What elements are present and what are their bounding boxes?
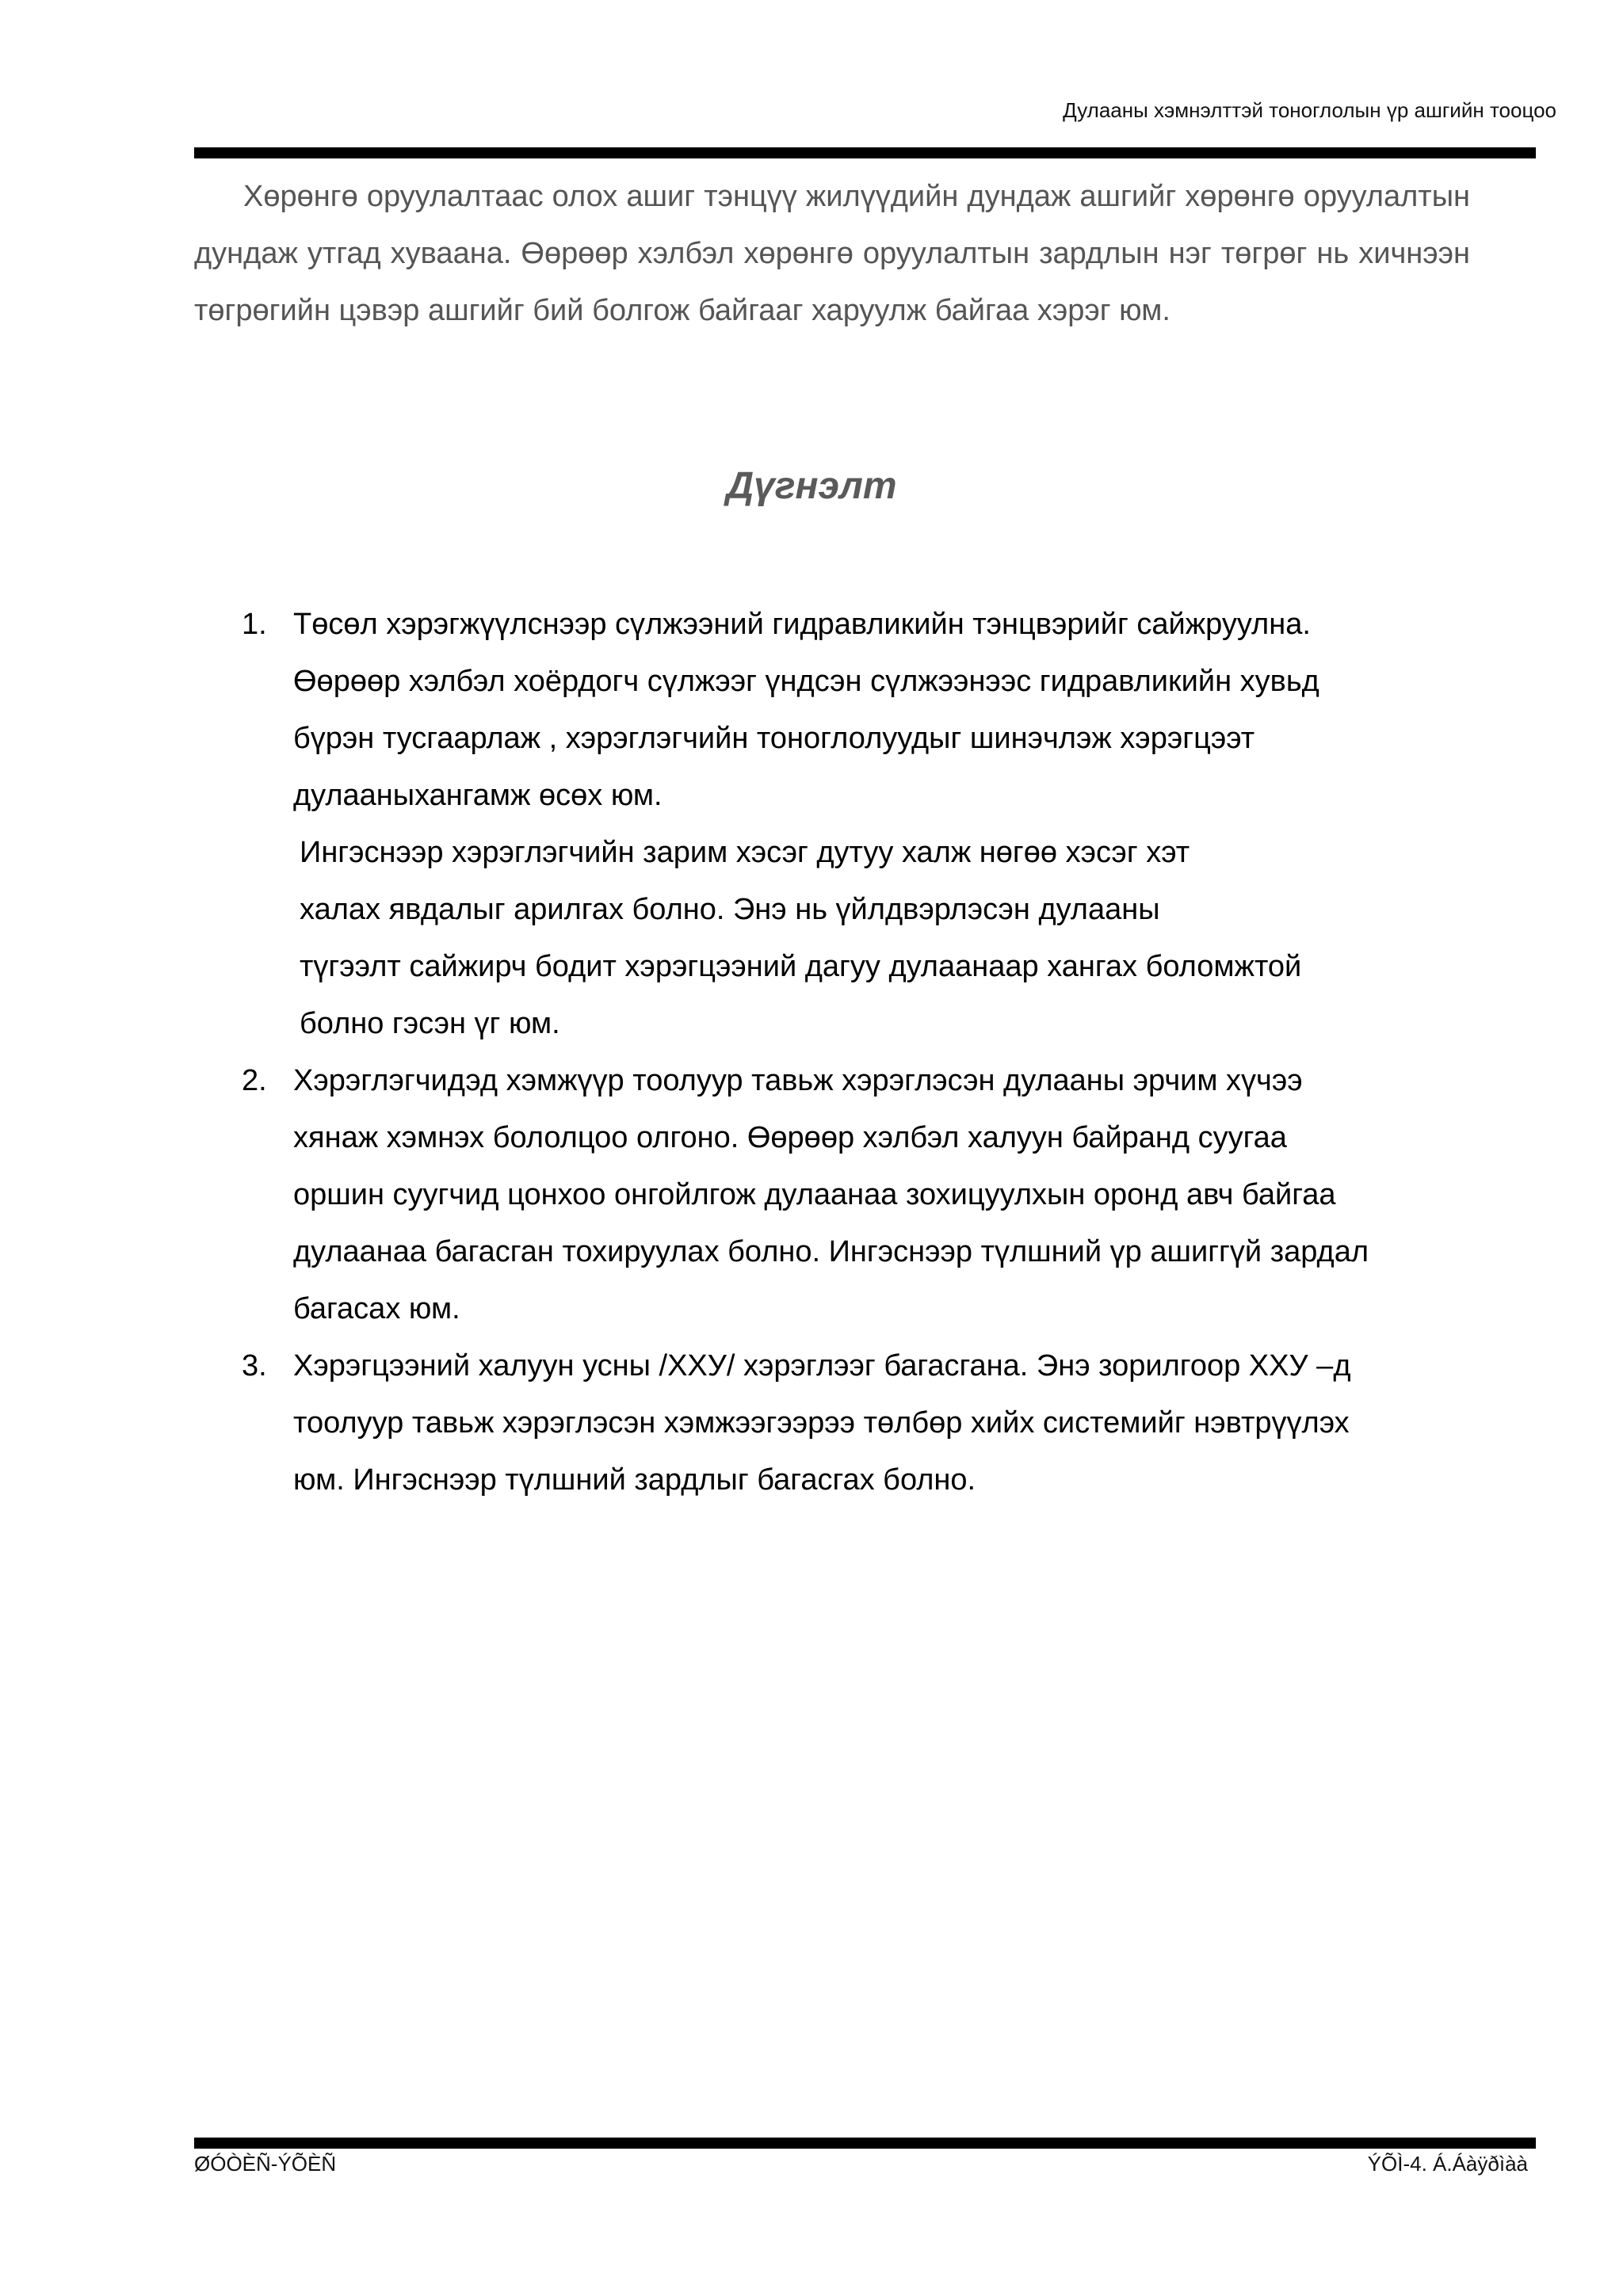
list-item-line: дулаанаа багасган тохируулах болно. Ингэснээр түлшний үр ашиггүй зардал — [293, 1235, 1369, 1268]
list-item-line: дулааныхангамж өсөх юм. — [293, 779, 663, 812]
list-item-continuation-line: түгээлт сайжирч бодит хэрэгцээний дагуу дулаанаар хангах боломжтой — [300, 950, 1302, 983]
list-item-line: юм. Ингэснээр түлшний зардлыг багасгах болно. — [293, 1463, 976, 1497]
intro-paragraph — [194, 168, 1470, 339]
list-item-line: бүрэн тусгаарлаж , хэрэглэгчийн тоноглолуудыг шинэчлэж хэрэгцээт — [293, 722, 1255, 755]
list-item-line: хянаж хэмнэх бололцоо олгоно. Өөрөөр хэлбэл халуун байранд суугаа — [293, 1121, 1287, 1154]
footer-right-text: ÝÕÌ-4. Á.Áàÿðìàà — [1367, 2152, 1528, 2176]
running-header: Дулааны хэмнэлттэй тоноглолын үр ашгийн тооцоо — [1063, 98, 1556, 122]
list-item-line: багасах юм. — [293, 1292, 460, 1325]
list-item-continuation-line: болно гэсэн үг юм. — [300, 1007, 560, 1040]
list-item-number: 3. — [242, 1349, 267, 1383]
list-item — [242, 596, 1494, 1052]
conclusion-list — [242, 596, 1494, 1508]
section-title: Дүгнэлт — [726, 465, 897, 507]
list-item-number: 1. — [242, 608, 267, 641]
header-rule — [194, 147, 1536, 158]
list-item-line: Төсөл хэрэгжүүлснээр сүлжээний гидравликийн тэнцвэрийг сайжруулна. — [293, 608, 1311, 641]
list-item-number: 2. — [242, 1064, 267, 1097]
footer-left-text: ØÓÒÈÑ-ÝÕÈÑ — [194, 2152, 337, 2176]
intro-text: Хөрөнгө оруулалтаас олох ашиг тэнцүү жилүүдийн дундаж ашгийг хөрөнгө оруулалтын дундаж утгад хуваана. Өөрөөр хэлбэл хөрөнгө оруулалтын зардлын нэг төгрөг нь хичнээн төгрөгийн цэвэр ашгийг бий болгож байгааг харуулж байгаа хэрэг юм. — [194, 180, 1470, 327]
list-item-line: Хэрэглэгчидэд хэмжүүр тоолуур тавьж хэрэглэсэн дулааны эрчим хүчээ — [293, 1064, 1303, 1097]
list-item-line: Хэрэгцээний халуун усны /ХХУ/ хэрэглээг багасгана. Энэ зорилгоор ХХУ –д — [293, 1349, 1351, 1383]
list-item — [242, 1052, 1494, 1337]
list-item-line: Өөрөөр хэлбэл хоёрдогч сүлжээг үндсэн сүлжээнээс гидравликийн хувьд — [293, 665, 1319, 698]
list-item-line: оршин суугчид цонхоо онгойлгож дулаанаа зохицуулхын оронд авч байгаа — [293, 1178, 1336, 1211]
list-item-continuation-line: халах явдалыг арилгах болно. Энэ нь үйлдвэрлэсэн дулааны — [300, 893, 1160, 926]
list-item — [242, 1337, 1494, 1508]
list-item-continuation-line: Ингэснээр хэрэглэгчийн зарим хэсэг дутуу халж нөгөө хэсэг хэт — [300, 836, 1190, 869]
footer-rule — [194, 2138, 1536, 2149]
list-item-line: тоолуур тавьж хэрэглэсэн хэмжээгээрээ төлбөр хийх системийг нэвтрүүлэх — [293, 1406, 1350, 1440]
